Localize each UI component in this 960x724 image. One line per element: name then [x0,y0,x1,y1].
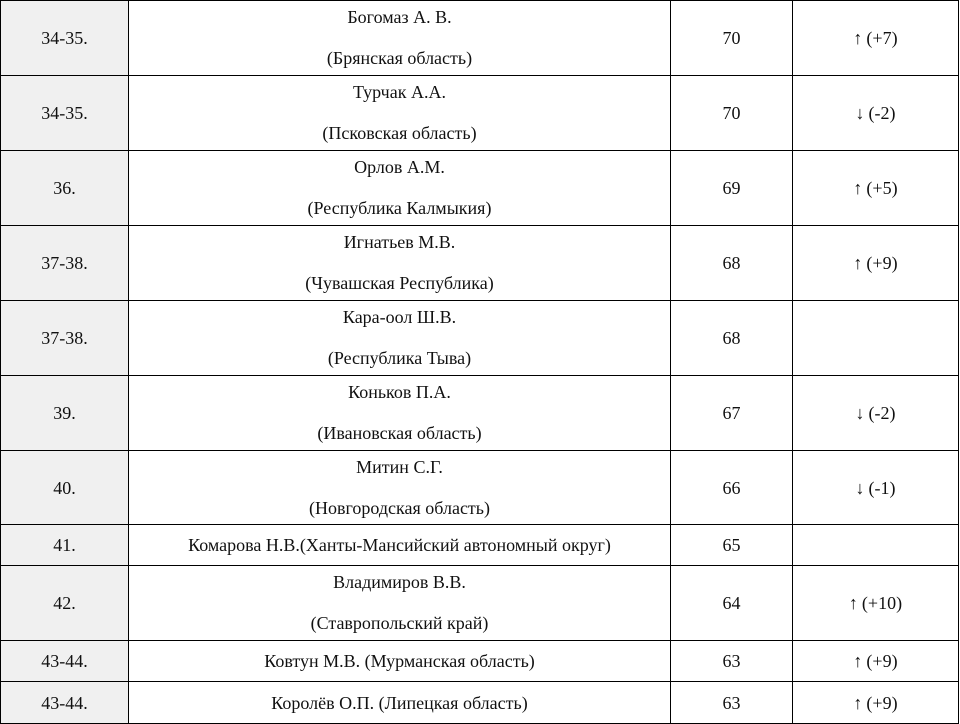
governor-name: Митин С.Г. [356,456,443,477]
rank-cell: 36. [1,151,129,226]
score-cell: 68 [671,226,793,301]
governor-name: Коньков П.А. [348,382,451,402]
governor-region: (Республика Калмыкия) [307,198,492,218]
change-cell [793,566,959,641]
arrow-up-icon: ↑ [853,692,863,713]
governor-region: (Новгородская область) [308,497,491,518]
change-value: (-2) [868,403,896,423]
arrow-up-icon: ↑ [853,28,863,48]
arrow-down-icon: ↓ [855,103,865,123]
governor-name: Владимиров В.В. [333,572,466,592]
arrow-up-icon: ↑ [853,253,863,273]
governor-region: (Псковская область) [322,123,477,143]
change-value: (+5) [866,178,898,198]
arrow-up-icon: ↑ [853,178,863,198]
score-cell: 70 [671,76,793,151]
governor-region: (Чувашская Республика) [305,273,494,293]
table-row [1,525,959,566]
rank-cell: 39. [1,376,129,451]
change-value: (-2) [868,103,896,123]
rank-cell: 34-35. [1,76,129,151]
arrow-up-icon: ↑ [853,651,863,671]
governor-name: Орлов А.М. [354,157,445,177]
governor-cell [129,226,671,301]
change-value: (+9) [866,651,898,671]
table-row [1,301,959,376]
table-row [1,451,959,525]
change-cell [793,641,959,682]
score-cell: 69 [671,151,793,226]
governor-cell [129,151,671,226]
change-cell [793,76,959,151]
change-cell [793,451,959,525]
change-cell [793,301,959,376]
change-value: (+10) [861,593,903,613]
table-row [1,641,959,682]
change-value: (-1) [868,477,896,498]
governor-name: Турчак А.А. [353,82,446,102]
table-row [1,76,959,151]
table-row [1,376,959,451]
score-cell: 67 [671,376,793,451]
rank-cell: 41. [1,525,129,566]
score-cell: 68 [671,301,793,376]
table-row [1,1,959,76]
rank-cell: 43-44. [1,682,129,724]
governor-cell [129,76,671,151]
governor-name: Игнатьев М.В. [343,232,456,252]
governor-name: Богомаз А. В. [347,7,452,27]
governor-cell [129,301,671,376]
governor-cell [129,566,671,641]
change-cell [793,376,959,451]
governor-region: (Республика Тыва) [327,348,472,368]
arrow-up-icon: ↑ [848,593,858,613]
rank-cell: 42. [1,566,129,641]
score-cell: 70 [671,1,793,76]
table-row [1,226,959,301]
change-cell [793,151,959,226]
governor-cell [129,376,671,451]
change-value: (+9) [866,692,898,713]
governor-cell: Ковтун М.В. (Мурманская область) [129,641,671,682]
change-value: (+9) [866,253,898,273]
table-row [1,566,959,641]
governor-cell: Комарова Н.В.(Ханты-Мансийский автономный округ) [129,525,671,566]
governor-cell [129,451,671,525]
governor-name: Кара-оол Ш.В. [342,307,457,327]
score-cell: 65 [671,525,793,566]
rank-cell: 37-38. [1,226,129,301]
arrow-down-icon: ↓ [855,403,865,423]
table-row [1,151,959,226]
change-cell [793,682,959,724]
governor-region: (Брянская область) [326,48,473,68]
score-cell: 64 [671,566,793,641]
change-cell [793,226,959,301]
score-cell: 66 [671,451,793,525]
table-row [1,682,959,724]
rank-cell: 43-44. [1,641,129,682]
change-cell [793,1,959,76]
rank-cell: 34-35. [1,1,129,76]
rank-cell: 37-38. [1,301,129,376]
score-cell: 63 [671,682,793,724]
governor-cell: Королёв О.П. (Липецкая область) [129,682,671,724]
change-value: (+7) [866,28,898,48]
arrow-down-icon: ↓ [855,477,865,498]
governor-region: (Ставропольский край) [310,613,489,633]
governor-region: (Ивановская область) [317,423,482,443]
score-cell: 63 [671,641,793,682]
governor-cell [129,1,671,76]
change-cell [793,525,959,566]
rank-cell: 40. [1,451,129,525]
